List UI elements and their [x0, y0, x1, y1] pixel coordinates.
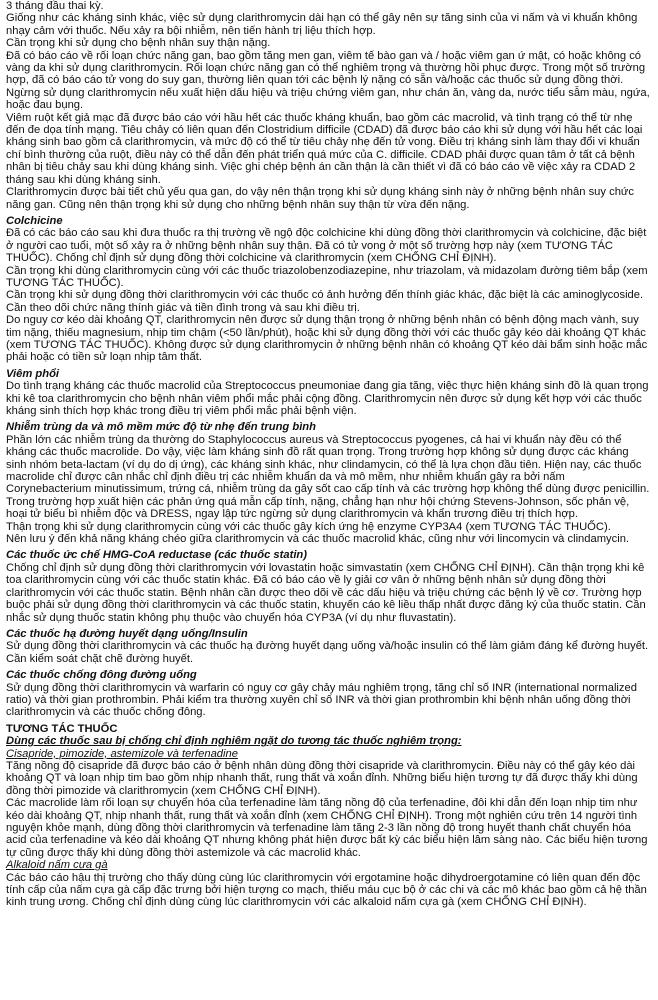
- interactions-heading: TƯƠNG TÁC THUỐC: [6, 722, 118, 735]
- paragraph: Cần trọng khi sử dụng đồng thời clarithromycin với các thuốc có ảnh hưởng đến thính giác khác, đặc biệt là các aminoglycoside. Cần theo dõi chức năng thính giác và tiền đình trong và sau khi điều trị.: [6, 289, 644, 314]
- paragraph: Clarithromycin được bài tiết chủ yếu qua gan, do vậy nên thận trọng khi sử dụng kháng sinh này ở những bệnh nhân suy chức năng gan. Cũng nên thận trọng khi sử dụng cho những bệnh nhân suy thận từ vừa đến nặng.: [6, 186, 635, 211]
- paragraph: Chống chỉ định sử dụng đồng thời clarithromycin với lovastatin hoặc simvastatin (xem CHỐNG CHỈ ĐỊNH). Cần thận trọng khi kê toa clarithromycin cùng với các thuốc statin khác. Đã có báo cáo về ly giải cơ vân ở những bệnh nhân sử dụng đồng thời clarithromycin với các thuốc statin. Bệnh nhân cần được theo dõi về các dấu hiệu và triệu chứng các bệnh lý về cơ. Trường hợp buộc phải sử dụng đồng thời clarithromycin và các thuốc statin, khuyến cáo kê liều thấp nhất được đăng ký của thuốc statin. Cần nhắc sử dụng thuốc statin không phụ thuộc vào chuyển hóa CYP3A (ví dụ như fluvastatin).: [6, 561, 646, 624]
- section-heading-hypoglycemics: Các thuốc hạ đường huyết dạng uống/Insulin: [6, 627, 248, 640]
- section-heading-skin-infection: Nhiễm trùng da và mô mềm mức độ từ nhẹ đến trung bình: [6, 421, 316, 434]
- paragraph: Trong trường hợp xuất hiện các phản ứng quá mẫn cấp tính, nặng, chẳng hạn như hội chứng Stevens-Johnson, sốc phản vệ, hoại tử biểu bì nhiễm độc và DRESS, ngay lập tức ngừng sử dụng clarithromycin và khẩn trương điều trị thích hợp.: [6, 495, 630, 521]
- section-heading-anticoagulants: Các thuốc chống đông đường uống: [6, 669, 197, 682]
- section-heading-statins: Các thuốc ức chế HMG-CoA reductase (các thuốc statin): [6, 549, 307, 562]
- paragraph: Đã có các báo cáo sau khi đưa thuốc ra thị trường về ngộ độc colchicine khi dùng đồng thời clarithromycin và colchicine, đặc biệt ở người cao tuổi, một số xảy ra ở những bệnh nhân suy thận. Đã có tử vong ở một số trường hợp này (xem TƯƠNG TÁC THUỐC). Chống chỉ định sử dụng đồng thời colchicine và clarithromycin (xem CHỐNG CHỈ ĐỊNH).: [6, 227, 647, 265]
- section-heading-colchicine: Colchicine: [6, 214, 63, 227]
- group-title-ergot-alkaloids: Alkaloid nấm cựa gà: [6, 859, 108, 872]
- section-heading-pneumonia: Viêm phổi: [6, 367, 60, 380]
- paragraph: Đã có báo cáo về rối loạn chức năng gan, bao gồm tăng men gan, viêm tế bào gan và / hoặc viêm gan ứ mật, có hoặc không có vàng da khi sử dụng clarithromycin. Rối loạn chức năng gan có thể nghiêm trọng và thường hồi phục được. Trong một số trường hợp, đã có báo cáo tử vong do suy gan, thường liên quan tới các bệnh lý nặng có sẵn và/hoặc các thuốc sử dụng đồng thời. Ngừng sử dụng clarithromycin nếu xuất hiện dấu hiệu và triệu chứng viêm gan, như chán ăn, vàng da, nước tiểu sẫm màu, ngứa, hoặc đau bụng.: [6, 49, 650, 112]
- paragraph: Do nguy cơ kéo dài khoảng QT, clarithromycin nên được sử dụng thận trọng ở những bệnh nhân có bệnh động mạch vành, suy tim nặng, thiếu magnesium, nhịp tim chậm (<50 lần/phút), hoặc khi sử dụng đồng thời với các thuốc gây kéo dài khoảng QT khác (xem TƯƠNG TÁC THUỐC). Không được sử dụng clarithromycin ở những bệnh nhân có khoảng QT kéo dài bẩm sinh hoặc mắc phải hoặc có tiền sử loạn nhịp tâm thất.: [6, 314, 648, 364]
- paragraph: Viêm ruột kết giả mạc đã được báo cáo với hầu hết các thuốc kháng khuẩn, bao gồm các macrolid, và tình trạng có thể từ nhẹ đến đe dọa tính mạng. Tiêu chảy có liên quan đến Clostridium difficile (CDAD) đã được báo cáo khi sử dụng với hầu hết các loại kháng sinh bao gồm cả clarithromycin, và mức độ có thể từ tiêu chảy nhẹ đến tử vong. Điều trị kháng sinh làm thay đổi vi khuẩn chí bình thường của ruột, điều này có thể dẫn đến phát triển quá mức của C. difficile. CDAD phải được quan tâm ở tất cả bệnh nhân bị tiêu chảy sau khi dùng kháng sinh. Việc ghi chép bệnh án cần thận là cần thiết vì đã có báo cáo về việc xảy ra CDAD 2 tháng sau khi dùng kháng sinh.: [6, 111, 643, 186]
- paragraph: Sử dụng đồng thời clarithromycin và các thuốc hạ đường huyết dạng uống và/hoặc insulin có thể làm giảm đáng kể đường huyết. Cần kiểm soát chặt chẽ đường huyết.: [6, 640, 649, 665]
- paragraph: Cần trọng khi dùng clarithromycin cùng với các thuốc triazolobenzodiazepine, như triazolam, và midazolam đường tiêm bắp (xem TƯƠNG TÁC THUỐC).: [6, 264, 648, 289]
- paragraph: Các macrolide làm rối loạn sự chuyển hóa của terfenadine làm tăng nồng độ của terfenadine, đôi khi dẫn đến loạn nhịp tim như kéo dài khoảng QT, nhịp nhanh thất, rung thất và xoắn đỉnh (xem CHỐNG CHỈ ĐỊNH). Trong một nghiên cứu trên 14 người tình nguyện khỏe mạnh, dùng đồng thời clarithromycin và terfenadine làm tăng 2-3 lần nồng độ trong huyết thanh chất chuyển hóa acid của terfenadine và kéo dài khoảng QT nhưng không phát hiện được bất kỳ các biểu hiện lâm sàng nào. Các biểu hiện tương tự cũng được thấy khi dùng đồng thời astemizole và các macrolid khác.: [6, 797, 648, 859]
- paragraph: 3 tháng đầu thai kỳ.: [6, 0, 104, 12]
- paragraph: Sử dụng đồng thời clarithromycin và warfarin có nguy cơ gây chảy máu nghiêm trọng, tăng chỉ số INR (international normalized ratio) và thời gian prothrombin. Phải kiểm tra thường xuyên chỉ số INR và thời gian prothrombin khi bệnh nhân uống đồng thời clarithromycin và các thuốc chống đông.: [6, 681, 637, 719]
- paragraph: Do tình trạng kháng các thuốc macrolid của Streptococcus pneumoniae đang gia tăng, việc thực hiện kháng sinh đồ là quan trọng khi kê toa clarithromycin cho bệnh nhân viêm phổi mắc phải cộng đồng. Clarithromycin nên được sử dụng kết hợp với các thuốc kháng sinh thích hợp khác trong điều trị viêm phổi mắc phải bệnh viện.: [6, 380, 649, 417]
- paragraph: Cần trọng khi sử dụng cho bệnh nhân suy thận nặng.: [6, 37, 271, 50]
- paragraph: Nên lưu ý đến khả năng kháng chéo giữa clarithromycin và các thuốc macrolid khác, cũng như với lincomycin và clindamycin.: [6, 533, 630, 546]
- interactions-subheading: Dùng các thuốc sau bị chống chỉ định nghiêm ngặt do tương tác thuốc nghiêm trọng:: [6, 735, 462, 748]
- group-title-cisapride: Cisapride, pimozide, astemizole và terfenadine: [6, 747, 238, 760]
- paragraph: Tăng nồng độ cisapride đã được báo cáo ở bệnh nhân dùng đồng thời cisapride và clarithromycin. Điều này có thể gây kéo dài khoảng QT và loạn nhịp tim bao gồm nhịp nhanh thất, rung thất và xoắn đỉnh. Những biểu hiện tương tự đã được thấy khi dùng đồng thời pimozide và clarithromycin (xem CHỐNG CHỈ ĐỊNH).: [6, 759, 638, 797]
- paragraph: Giống như các kháng sinh khác, việc sử dụng clarithromycin dài hạn có thể gây nên sự tăng sinh của vi nấm và vi khuẩn không nhạy cảm với thuốc. Nếu xảy ra bội nhiễm, nên tiến hành trị liệu thích hợp.: [6, 12, 638, 37]
- paragraph: Thận trọng khi sử dụng clarithromycin cùng với các thuốc gây kích ứng hệ enzyme CYP3A4 (xem TƯƠNG TÁC THUỐC).: [6, 520, 611, 533]
- paragraph: Phần lớn các nhiễm trùng da thường do Staphylococcus aureus và Streptococcus pyogenes, cả hai vi khuẩn này đều có thể kháng các thuốc macrolide. Do vậy, việc làm kháng sinh đồ rất quan trọng. Trong trường hợp không sử dụng được các kháng sinh nhóm beta-lactam (ví dụ do dị ứng), các kháng sinh khác, như clindamycin, có thể là lựa chọn đầu tiên. Hiện nay, các thuốc macrolide chỉ được cân nhắc chỉ định điều trị các nhiễm khuẩn da và mô mềm, như nhiễm khuẩn gây ra bởi nấm Corynebacterium minutissimum, trứng cá, nhiễm trùng da gây sốt cao cấp tính và các trường hợp không thể dùng được penicillin.: [6, 433, 650, 496]
- paragraph: Các báo cáo hậu thị trường cho thấy dùng cùng lúc clarithromycin với ergotamine hoặc dihydroergotamine có liên quan đến độc tính cấp của nấm cựa gà cấp đặc trưng bởi hiện tượng co mạch, thiếu máu cục bộ ở các chi và các mô khác bao gồm cả hệ thần kinh trung ương. Chống chỉ định dùng cùng lúc clarithromycin với các alkaloid nấm cựa gà (xem CHỐNG CHỈ ĐỊNH).: [6, 871, 647, 909]
